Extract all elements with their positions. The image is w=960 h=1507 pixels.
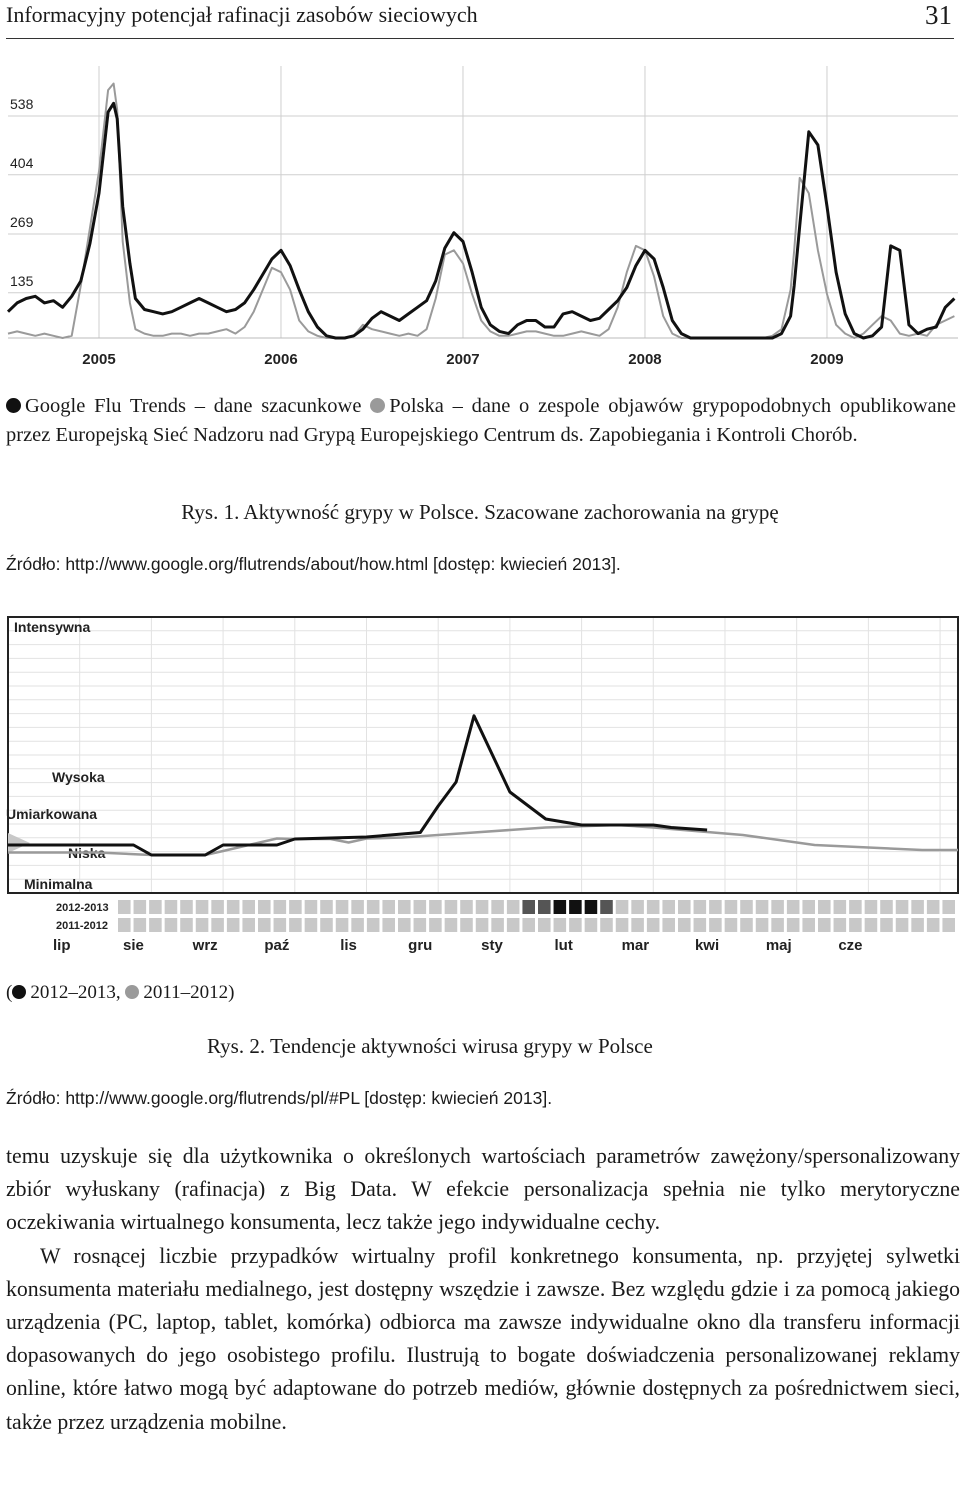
activity-square [414,918,427,932]
activity-square [647,900,660,914]
activity-square [258,918,271,932]
body-paragraph-2: W rosnącej liczbie przypadków wirtualny profil konkretnego konsumenta, np. przyjętej sylwetki konsumenta materiału medialnego, jest dostępny wszędzie i zawsze. Bez względu gdzie i za pomocą jakiego urządzenia (PC, laptop, tablet, komórka) odbiorca ma zawsze indywidualne okno dla transferu informacji dopasowanych do jego osobistego profilu. Ilustrują to bogate doświadczenia personalizowanej reklamy online, które łatwo mogą być adaptowane do potrzeb mediów, głównie dostępnych za pośrednictwem sieci, także przez urządzenia mobilne. [6,1243,960,1434]
x-tick-label: 2006 [264,351,298,368]
figure-2-legend [6,982,234,1004]
x-tick-label: wrz [192,937,218,954]
activity-square [522,900,535,914]
header-rule [6,38,954,39]
activity-square [538,900,551,914]
activity-square [367,900,380,914]
activity-square [880,918,893,932]
activity-square [398,900,411,914]
activity-square [507,918,520,932]
x-tick-label: sty [481,937,503,954]
y-category-label: Intensywna [14,619,91,635]
activity-square [818,918,831,932]
activity-square [942,918,955,932]
activity-square [585,918,598,932]
activity-square [429,900,442,914]
activity-square [725,918,738,932]
activity-square [600,900,613,914]
series-line-2012-2013 [8,716,707,855]
activity-square [274,918,287,932]
activity-square [258,900,271,914]
legend-text-google: Google Flu Trends – dane szacunkowe [25,395,362,417]
x-tick-label: kwi [694,937,720,954]
activity-square [336,900,349,914]
activity-square [522,918,535,932]
activity-square [118,918,131,932]
activity-square [911,900,924,914]
activity-square [585,900,598,914]
activity-square [818,900,831,914]
activity-square [211,918,224,932]
page-number: 31 [925,0,952,30]
chart1-x-ticks [82,351,843,368]
activity-square [554,900,567,914]
activity-square [289,900,302,914]
legend2-dot-gray [125,985,139,999]
legend-text-polska: Polska – dane o zespole objawów grypopodobnych opublikowane przez Europejską Sieć Nadzoru nad Grypą Europejskiego Centrum ds. Zapobiegania i Kontroli Chorób. [6,395,957,446]
series-line-2011-2012 [8,825,958,855]
activity-square [740,918,753,932]
activity-square [616,918,629,932]
x-tick-label: mar [621,937,650,954]
activity-square [196,900,209,914]
activity-square [351,918,364,932]
x-tick-label: 2007 [446,351,480,368]
activity-square [880,900,893,914]
activity-square [725,900,738,914]
activity-square [834,900,847,914]
figure-1-caption: Rys. 1. Aktywność grypy w Polsce. Szacowane zachorowania na grypę [181,500,779,524]
activity-square [445,900,458,914]
x-tick-label: paź [264,937,290,954]
chart1-y-ticks [10,96,34,289]
activity-square [476,918,489,932]
activity-square [211,900,224,914]
activity-square [180,900,193,914]
x-tick-label: lis [340,937,357,954]
activity-square [896,918,909,932]
activity-square [709,918,722,932]
figure-2-chart [0,605,960,960]
x-tick-label: lip [53,937,71,954]
series-line-polska [8,84,954,339]
y-tick-label: 404 [10,154,34,171]
activity-square [429,918,442,932]
activity-square [631,900,644,914]
activity-square [787,918,800,932]
activity-square [289,918,302,932]
activity-square [694,918,707,932]
x-tick-label: maj [765,937,792,954]
chart2-series [8,716,958,855]
body-paragraph-1: temu uzyskuje się dla użytkownika o określonych wartościach parametrów zawężony/spersonalizowany zbiór wyłuskany (rafinacja) z Big Data. W efekcie personalizacja spełnia nie tylko merytoryczne oczekiwania wirtualnego konsumenta, lecz także jego indywidualne cechy. [6,1144,960,1235]
x-tick-label: 2008 [628,351,662,368]
y-tick-label: 135 [10,272,34,289]
activity-square [694,900,707,914]
activity-square [180,918,193,932]
activity-square [865,918,878,932]
activity-square [834,918,847,932]
activity-square [678,900,691,914]
activity-square [445,918,458,932]
activity-square [242,918,255,932]
activity-square [802,918,815,932]
activity-square [274,900,287,914]
x-tick-label: gru [408,937,433,954]
activity-square [398,918,411,932]
activity-square [476,900,489,914]
activity-square [569,918,582,932]
activity-square [382,900,395,914]
chart2-activity-squares [56,900,955,932]
activity-square [927,900,940,914]
x-tick-label: lut [554,937,573,954]
activity-square [305,900,318,914]
activity-square [165,900,178,914]
season-row-label: 2012-2013 [56,902,109,914]
legend2-item-2012-2013: 2012–2013, [30,982,121,1003]
activity-square [538,918,551,932]
activity-square [305,918,318,932]
activity-square [165,918,178,932]
legend2-item-2011-2012: 2011–2012) [143,982,235,1003]
activity-square [787,900,800,914]
activity-square [942,900,955,914]
activity-square [242,900,255,914]
activity-square [756,918,769,932]
activity-square [149,918,162,932]
activity-square [647,918,660,932]
x-tick-label: sie [123,937,144,954]
figure-1-source: Źródło: http://www.google.org/flutrends/about/how.html [dostęp: kwiecień 2013]. [6,554,621,574]
activity-square [740,900,753,914]
activity-square [227,900,240,914]
activity-square [134,918,147,932]
running-header-title: Informacyjny potencjał rafinacji zasobów sieciowych [6,2,478,27]
activity-square [756,900,769,914]
activity-square [460,900,473,914]
figure-1-chart [0,60,960,380]
activity-square [491,918,504,932]
y-category-label: Minimalna [24,876,93,892]
chart2-x-ticks [53,937,863,954]
body-text [6,1140,960,1439]
legend-dot-gray [370,398,385,413]
activity-square [460,918,473,932]
activity-square [849,900,862,914]
activity-square [414,900,427,914]
activity-square [771,900,784,914]
y-category-label: Umiarkowana [6,806,98,822]
activity-square [351,900,364,914]
activity-square [554,918,567,932]
legend-dot-black [6,398,21,413]
activity-square [227,918,240,932]
activity-square [678,918,691,932]
figure-2-caption: Rys. 2. Tendencje aktywności wirusa grypy w Polsce [207,1034,653,1058]
activity-square [771,918,784,932]
activity-square [196,918,209,932]
activity-square [367,918,380,932]
activity-square [849,918,862,932]
activity-square [896,900,909,914]
activity-square [616,900,629,914]
activity-square [507,900,520,914]
y-category-label: Niska [68,845,106,861]
y-category-label: Wysoka [52,769,105,785]
activity-square [927,918,940,932]
legend2-open: ( [6,982,13,1003]
activity-square [709,900,722,914]
activity-square [802,900,815,914]
x-tick-label: 2005 [82,351,116,368]
activity-square [491,900,504,914]
activity-square [569,900,582,914]
x-tick-label: cze [838,937,863,954]
x-tick-label: 2009 [810,351,844,368]
activity-square [865,900,878,914]
figure-2-source: Źródło: http://www.google.org/flutrends/pl/#PL [dostęp: kwiecień 2013]. [6,1088,553,1108]
chart1-grid [8,66,958,338]
activity-square [631,918,644,932]
legend2-dot-black [12,985,26,999]
chart2-grid [8,617,958,893]
activity-square [382,918,395,932]
activity-square [134,900,147,914]
activity-square [149,900,162,914]
activity-square [118,900,131,914]
activity-square [336,918,349,932]
activity-square [320,918,333,932]
y-tick-label: 538 [10,95,34,112]
activity-square [911,918,924,932]
current-level-marker-icon [8,833,30,853]
activity-square [662,900,675,914]
activity-square [600,918,613,932]
activity-square [662,918,675,932]
chart1-series [8,84,954,339]
activity-square [320,900,333,914]
figure-1-legend [6,392,956,450]
season-row-label: 2011-2012 [56,920,108,932]
y-tick-label: 269 [10,213,34,230]
